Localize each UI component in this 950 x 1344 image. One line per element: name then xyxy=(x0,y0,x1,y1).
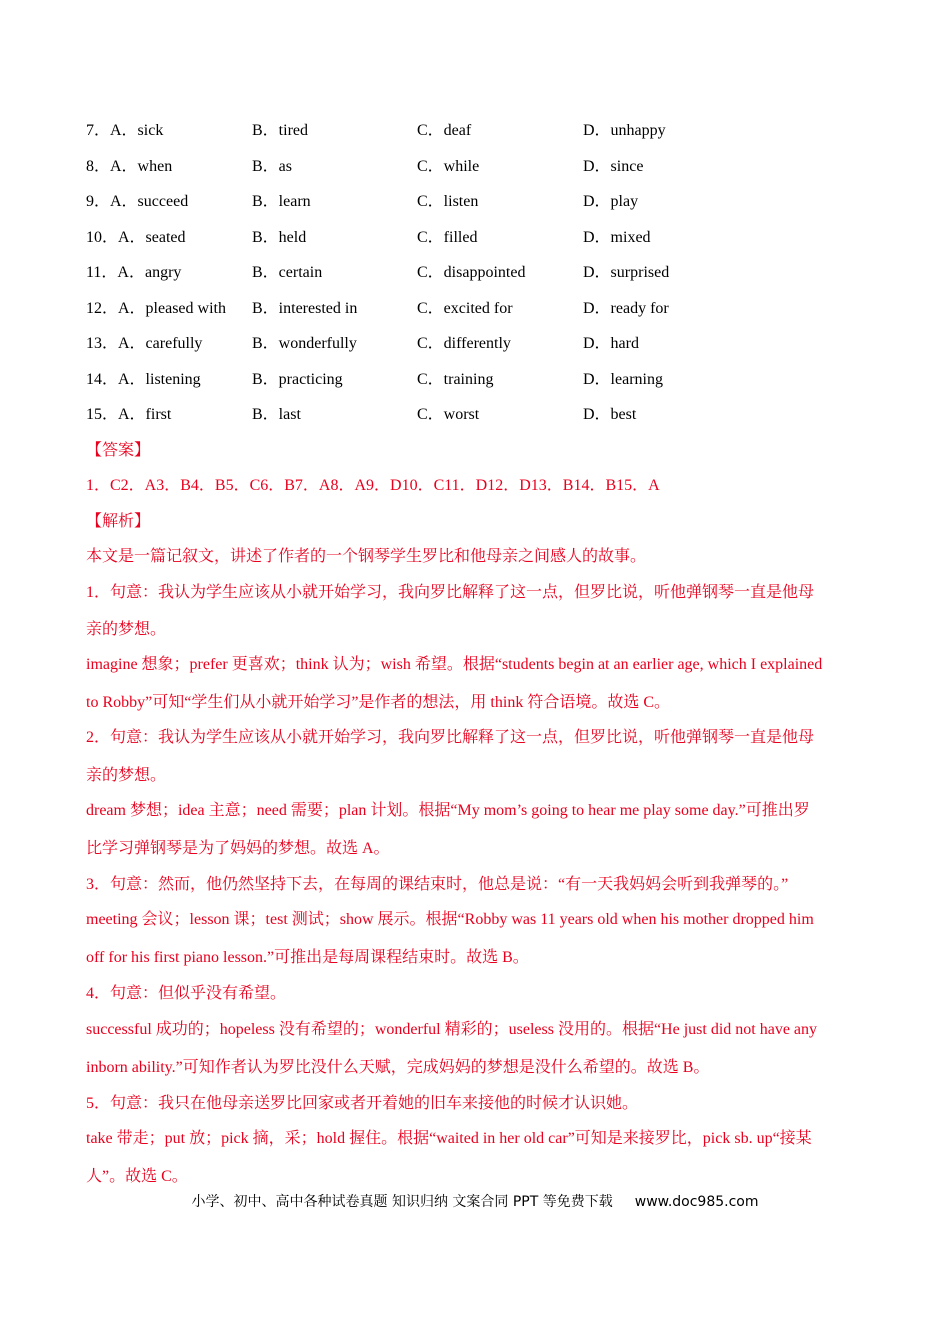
option-c: C．training xyxy=(417,370,494,388)
page-footer xyxy=(0,1191,950,1211)
option-c: C．disappointed xyxy=(417,264,526,281)
footer-text: 小学、初中、高中各种试卷真题 知识归纳 文案合同 PPT 等免费下载 xyxy=(191,1194,613,1210)
option-d: D．play xyxy=(583,193,639,210)
option-d: D．since xyxy=(583,157,644,175)
analysis-line: dream 梦想；idea 主意；need 需要；plan 计划。根据“My mom’s going to hear me play some day.”可推出罗 xyxy=(86,802,810,819)
analysis-line: 2．句意：我认为学生应该从小就开始学习，我向罗比解释了这一点，但罗比说，听他弹钢琴一直是他母 xyxy=(86,729,815,746)
option-row xyxy=(86,109,886,145)
option-b: B．tired xyxy=(252,122,308,139)
option-row xyxy=(86,358,886,394)
options-table xyxy=(86,109,886,429)
answer-heading: 【答案】 xyxy=(86,442,151,459)
analysis-line: 人”。故选 C。 xyxy=(86,1168,188,1185)
option-a: 14．A．listening xyxy=(86,370,201,388)
option-row xyxy=(86,145,886,181)
option-b: B．wonderfully xyxy=(252,335,357,352)
analysis-line: 4．句意：但似乎没有希望。 xyxy=(86,985,287,1002)
option-a: 15．A．first xyxy=(86,406,172,423)
option-c: C．excited for xyxy=(417,299,513,317)
analysis-line: 亲的梦想。 xyxy=(86,621,167,638)
analysis-line: off for his first piano lesson.”可推出是每周课程结束时。故选 B。 xyxy=(86,949,529,966)
option-d: D．ready for xyxy=(583,299,669,317)
option-b: B．learn xyxy=(252,193,311,210)
option-c: C．worst xyxy=(417,406,480,423)
option-row xyxy=(86,322,886,358)
option-row xyxy=(86,251,886,287)
option-c: C．filled xyxy=(417,228,478,246)
analysis-line: imagine 想象；prefer 更喜欢；think 认为；wish 希望。根据“students begin at an earlier age, which I explained xyxy=(86,656,823,673)
analysis-line: 3．句意：然而，他仍然坚持下去，在每周的课结束时，他总是说：“有一天我妈妈会听到我弹琴的。” xyxy=(86,876,789,893)
option-a: 9．A．succeed xyxy=(86,193,189,210)
option-b: B．held xyxy=(252,228,307,246)
option-b: B．as xyxy=(252,157,293,175)
analysis-line: 比学习弹钢琴是为了妈妈的梦想。故选 A。 xyxy=(86,840,390,857)
option-a: 8．A．when xyxy=(86,157,173,175)
analysis-line: successful 成功的；hopeless 没有希望的；wonderful 精彩的；useless 没用的。根据“He just did not have any xyxy=(86,1021,818,1038)
option-b: B．interested in xyxy=(252,299,358,317)
analysis-line: 1．句意：我认为学生应该从小就开始学习，我向罗比解释了这一点，但罗比说，听他弹钢琴一直是他母 xyxy=(86,584,815,601)
analysis-line: take 带走；put 放；pick 摘，采；hold 握住。根据“waited in her old car”可知是来接罗比，pick sb. up“接某 xyxy=(86,1130,812,1147)
option-b: B．certain xyxy=(252,264,323,281)
option-d: D．hard xyxy=(583,335,639,352)
analysis-line: to Robby”可知“学生们从小就开始学习”是作者的想法，用 think 符合语境。故选 C。 xyxy=(86,694,670,711)
option-d: D．learning xyxy=(583,370,663,388)
option-c: C．differently xyxy=(417,335,511,352)
option-d: D．mixed xyxy=(583,228,651,246)
option-row xyxy=(86,393,886,429)
option-c: C．deaf xyxy=(417,122,472,139)
option-a: 10．A．seated xyxy=(86,228,186,246)
option-a: 12．A．pleased with xyxy=(86,299,226,317)
option-d: D．unhappy xyxy=(583,122,666,139)
answer-key: 1．C2．A3．B4．B5．C6．B7．A8．A9．D10．C11．D12．D13．B14．B15．A xyxy=(86,477,660,494)
footer-url[interactable]: www.doc985.com xyxy=(634,1194,759,1210)
analysis-line: meeting 会议；lesson 课；test 测试；show 展示。根据“Robby was 11 years old when his mother dropped him xyxy=(86,911,814,928)
analysis-heading: 【解析】 xyxy=(86,513,151,530)
option-c: C．listen xyxy=(417,193,479,210)
option-a: 7．A．sick xyxy=(86,122,164,139)
option-row xyxy=(86,180,886,216)
analysis-line: 本文是一篇记叙文，讲述了作者的一个钢琴学生罗比和他母亲之间感人的故事。 xyxy=(86,548,647,565)
option-a: 11．A．angry xyxy=(86,264,182,281)
option-a: 13．A．carefully xyxy=(86,335,203,352)
option-d: D．best xyxy=(583,406,637,423)
option-row xyxy=(86,216,886,252)
analysis-line: 5．句意：我只在他母亲送罗比回家或者开着她的旧车来接他的时候才认识她。 xyxy=(86,1095,639,1112)
option-b: B．practicing xyxy=(252,370,343,388)
analysis-line: 亲的梦想。 xyxy=(86,767,167,784)
option-c: C．while xyxy=(417,157,480,175)
analysis-line: inborn ability.”可知作者认为罗比没什么天赋，完成妈妈的梦想是没什么希望的。故选 B。 xyxy=(86,1059,710,1076)
option-b: B．last xyxy=(252,406,301,423)
option-d: D．surprised xyxy=(583,264,670,281)
option-row xyxy=(86,287,886,323)
